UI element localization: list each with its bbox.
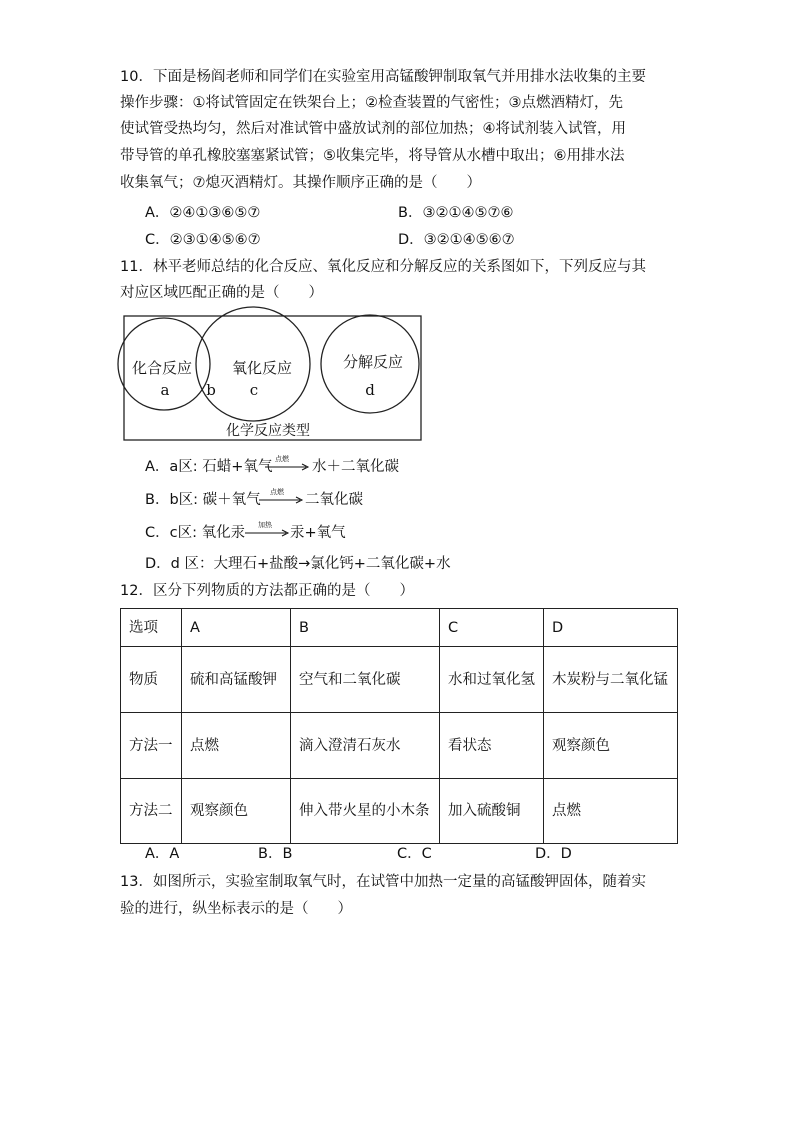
oxidation-label: 氧化反应 — [231, 359, 293, 377]
table-row — [121, 647, 678, 713]
table-row — [121, 779, 678, 844]
q11-option-b-prefix: B．b区: 碳＋氧气 — [145, 492, 261, 508]
reaction-arrow-icon — [244, 528, 292, 538]
table-cell: 硫和高锰酸钾 — [182, 647, 291, 713]
q11-option-a-suffix: 水＋二氧化碳 — [312, 459, 399, 475]
region-b-label: b — [206, 381, 216, 399]
table-cell: 滴入澄清石灰水 — [291, 713, 440, 779]
region-c-label: c — [249, 381, 259, 399]
q10-option-a: A．②④①③⑥⑤⑦ — [145, 205, 261, 221]
region-d-label: d — [365, 381, 375, 399]
table-row — [121, 713, 678, 779]
table-cell: 方法二 — [121, 779, 182, 844]
table-cell: 点燃 — [544, 779, 678, 844]
q10-line-3: 使试管受热均匀，然后对准试管中盛放试剂的部位加热；④将试剂装入试管，用 — [120, 121, 626, 137]
table-cell: B — [291, 609, 440, 647]
q11-option-c-suffix: 汞+氧气 — [290, 525, 346, 541]
q10-option-b: B．③②①④⑤⑦⑥ — [398, 205, 514, 221]
q11-option-b-suffix: 二氧化碳 — [305, 492, 363, 508]
table-header-row — [121, 609, 678, 647]
table-cell: 观察颜色 — [182, 779, 291, 844]
table-cell: 空气和二氧化碳 — [291, 647, 440, 713]
q11-option-c-condition: 加热 — [258, 521, 272, 529]
table-cell: 选项 — [121, 609, 182, 647]
table-cell: 伸入带火星的小木条 — [291, 779, 440, 844]
q11-option-d: D．d 区：大理石+盐酸→氯化钙+二氧化碳+水 — [145, 556, 451, 572]
q13-line-2: 验的进行，纵坐标表示的是（ ） — [120, 901, 352, 917]
q11-option-b-condition: 点燃 — [270, 488, 284, 496]
table-cell: 观察颜色 — [544, 713, 678, 779]
q12-option-d: D．D — [535, 846, 572, 862]
region-a-label: a — [160, 381, 170, 399]
table-cell: 看状态 — [440, 713, 544, 779]
table-cell: 方法一 — [121, 713, 182, 779]
q13-line-1: 13．如图所示，实验室制取氧气时，在试管中加热一定量的高锰酸钾固体，随着实 — [120, 874, 646, 890]
decomposition-label: 分解反应 — [342, 353, 404, 371]
table-cell: D — [544, 609, 678, 647]
reaction-arrow-icon — [264, 462, 312, 472]
q10-line-2: 操作步骤：①将试管固定在铁架台上；②检查装置的气密性；③点燃酒精灯，先 — [120, 95, 623, 111]
q10-line-1: 10．下面是杨阎老师和同学们在实验室用高锰酸钾制取氧气并用排水法收集的主要 — [120, 69, 646, 85]
q12-stem: 12．区分下列物质的方法都正确的是（ ） — [120, 583, 414, 599]
q11-option-a-prefix: A．a区: 石蜡+氧气 — [145, 459, 273, 475]
diagram-frame — [124, 316, 421, 440]
q10-line-5: 收集氧气；⑦熄灭酒精灯。其操作顺序正确的是（ ） — [120, 175, 481, 191]
table-cell: 木炭粉与二氧化锰 — [544, 647, 678, 713]
table-cell: C — [440, 609, 544, 647]
reaction-arrow-icon — [258, 495, 306, 505]
q11-option-a-condition: 点燃 — [275, 455, 289, 463]
comparison-table — [120, 608, 678, 844]
diagram-caption: 化学反应类型 — [226, 423, 310, 439]
table-cell: A — [182, 609, 291, 647]
table-cell: 点燃 — [182, 713, 291, 779]
q11-line-2: 对应区域匹配正确的是（ ） — [120, 285, 323, 301]
q12-option-a: A．A — [145, 846, 180, 862]
q10-option-d: D．③②①④⑤⑥⑦ — [398, 232, 515, 248]
q10-line-4: 带导管的单孔橡胶塞塞紧试管；⑤收集完毕，将导管从水槽中取出；⑥用排水法 — [120, 148, 625, 164]
combination-label: 化合反应 — [131, 359, 193, 377]
q10-option-c: C．②③①④⑤⑥⑦ — [145, 232, 261, 248]
q11-option-c-prefix: C．c区: 氧化汞 — [145, 525, 246, 541]
table-cell: 水和过氧化氢 — [440, 647, 544, 713]
q11-line-1: 11．林平老师总结的化合反应、氧化反应和分解反应的关系图如下，下列反应与其 — [120, 259, 646, 275]
table-cell: 加入硫酸铜 — [440, 779, 544, 844]
q12-option-b: B．B — [258, 846, 293, 862]
table-cell: 物质 — [121, 647, 182, 713]
q12-option-c: C．C — [397, 846, 432, 862]
